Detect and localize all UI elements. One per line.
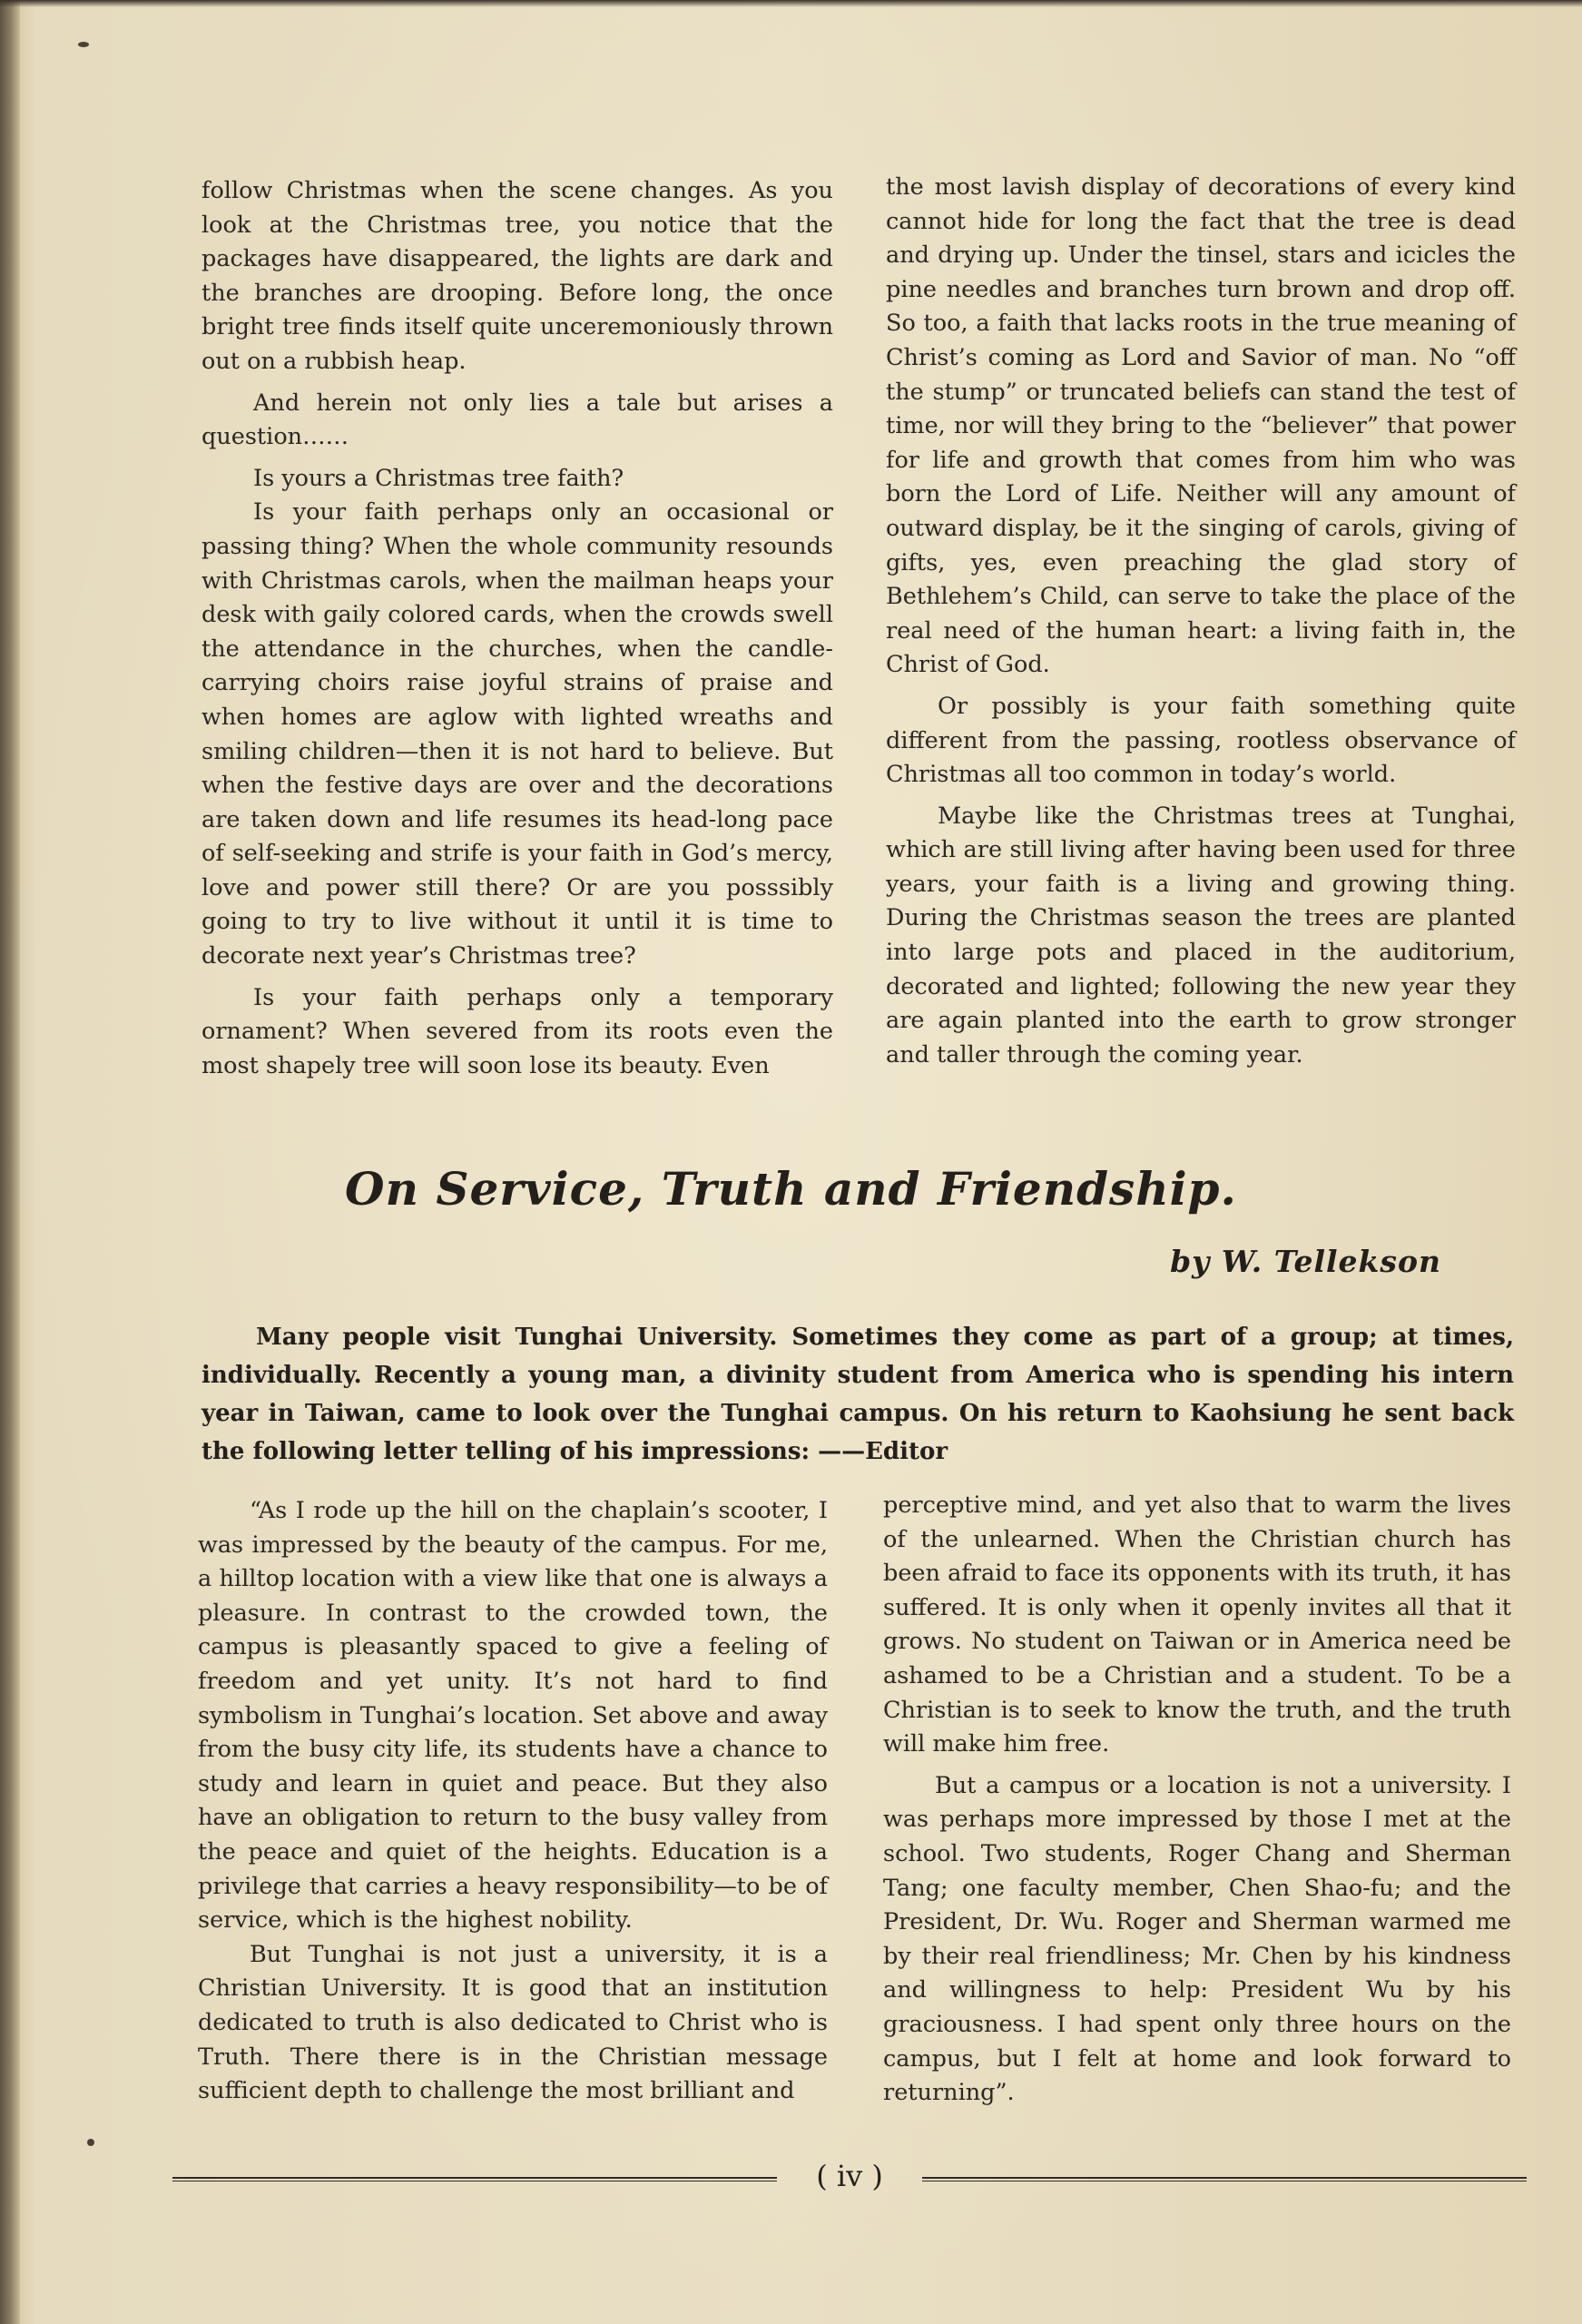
paper-blemish — [87, 2139, 94, 2146]
paper-blemish — [78, 42, 89, 47]
article2-column-right — [883, 1489, 1511, 2111]
paragraph: the most lavish display of decorations of every kind cannot hide for long the fact that the tree is dead and drying up. Under the tinsel, stars and icicles the pine needles and branches turn brown and drop off. So too, a faith that lacks roots in the true meaning of Christ’s coming as Lord and Savior of man. No “off the stump” or truncated beliefs can stand the test of time, nor will they bring to the “believer” that power for life and growth that comes from him who was born the Lord of Life. Neither will any amount of outward display, be it the singing of carols, giving of gifts, yes, even preaching the glad story of Bethlehem’s Child, can serve to take the place of the real need of the human heart: a living faith in, the Christ of God. — [886, 173, 1516, 679]
paragraph: Or possibly is your faith something quite different from the passing, rootless observance of Christmas all too common in today’s world. — [886, 692, 1516, 789]
article1-column-left — [201, 174, 833, 1083]
editor-intro — [201, 1318, 1514, 1471]
article-byline: by W. Tellekson — [1170, 1244, 1441, 1279]
paragraph: Is yours a Christmas tree faith? — [253, 464, 624, 492]
footer-rule-right — [922, 2177, 1527, 2179]
footer-rule-left — [172, 2177, 777, 2179]
paragraph: follow Christmas when the scene changes. As you look at the Christmas tree, you notice that the packages have disappeared, the lights are dark and the branches are drooping. Before long, the once bright tree finds itself quite unceremoniously thrown out on a rubbish heap. — [201, 177, 833, 375]
paragraph: And herein not only lies a tale but arises a question…… — [201, 389, 833, 451]
page-number: ( iv ) — [816, 2159, 883, 2193]
paragraph: But Tunghai is not just a university, it is a Christian University. It is good that an institution dedicated to truth is also dedicated to Christ who is Truth. There there is in the Christian message sufficient depth to challenge the most brilliant and — [198, 1940, 828, 2105]
paragraph: Is your faith perhaps only an occasional or passing thing? When the whole community resounds with Christmas carols, when the mailman heaps your desk with gaily colored cards, when the crowds swell the attendance in the churches, when the candle-carrying choirs raise joyful strains of praise and when homes are aglow with lighted wreaths and smiling children—then it is not hard to believe. But when the festive days are over and the decorations are taken down and life resumes its head-long pace of self-seeking and strife is your faith in God’s mercy, love and power still there? Or are you posssibly going to try to live without it until it is time to decorate next year’s Christmas tree? — [201, 498, 833, 970]
paragraph: perceptive mind, and yet also that to warm the lives of the unlearned. When the Christian church has been afraid to face its opponents with its truth, it has suffered. It is only when it openly invites all that it grows. No student on Taiwan or in America need be ashamed to be a Christian and a student. To be a Christian is to seek to know the truth, and the truth will make him free. — [883, 1492, 1511, 1758]
paragraph: “As I rode up the hill on the chaplain’s scooter, I was impressed by the beauty of the campus. For me, a hilltop location with a view like that one is always a pleasure. In contrast to the crowded town, the campus is pleasantly spaced to give a feeling of freedom and yet unity. It’s not hard to find symbolism in Tunghai’s location. Set above and away from the busy city life, its students have a chance to study and learn in quiet and peace. But they also have an obligation to return to the busy valley from the peace and quiet of the heights. Education is a privilege that carries a heavy responsibility—to be of service, which is the highest nobility. — [198, 1497, 828, 1935]
paragraph: Maybe like the Christmas trees at Tunghai, which are still living after having been used for three years, your faith is a living and growing thing. During the Christmas season the trees are planted into large pots and placed in the auditorium, decorated and lighted; following the new year they are again planted into the earth to grow stronger and taller through the coming year. — [886, 802, 1516, 1068]
paragraph: Is your faith perhaps only a temporary ornament? When severed from its roots even the most shapely tree will soon lose its beauty. Even — [201, 983, 833, 1079]
page-top-edge — [0, 0, 1582, 7]
paragraph: But a campus or a location is not a university. I was perhaps more impressed by those I met at the school. Two students, Roger Chang and Sherman Tang; one faculty member, Chen Shao-fu; and the President, Dr. Wu. Roger and Sherman warmed me by their real friendliness; Mr. Chen by his kindness and willingness to help: President Wu by his graciousness. I had spent only three hours on the campus, but I felt at home and look forward to returning”. — [883, 1771, 1511, 2107]
article-title: On Service, Truth and Friendship. — [345, 1162, 1237, 1216]
article1-column-right — [886, 171, 1516, 1072]
intro-paragraph: Many people visit Tunghai University. Sometimes they come as part of a group; at times, individually. Recently a young man, a divinity student from America who is spending his intern year in Taiwan, came to look over the Tunghai campus. On his return to Kaohsiung he sent back the following letter telling of his impressions: ——Editor — [201, 1324, 1514, 1465]
article2-column-left — [198, 1494, 828, 2109]
